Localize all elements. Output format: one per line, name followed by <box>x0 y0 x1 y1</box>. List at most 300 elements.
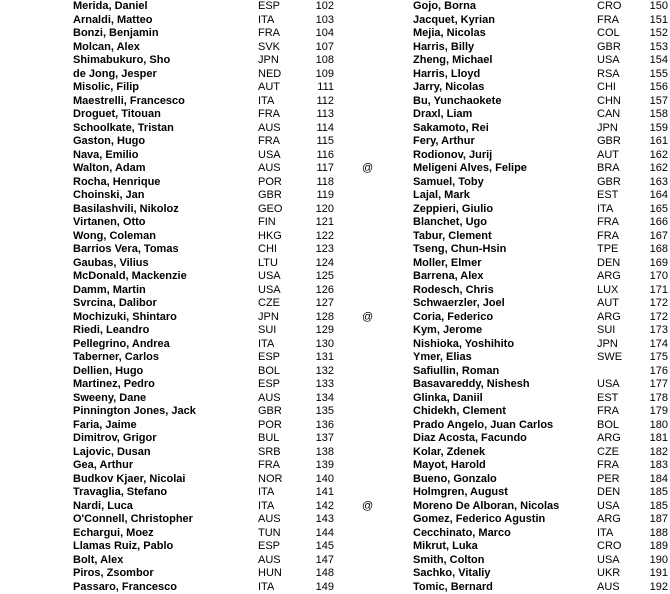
player-country: SWE <box>597 351 623 363</box>
player-country: AUS <box>258 553 281 566</box>
player-country: ESP <box>258 0 281 12</box>
player-name: Barrena, Alex <box>413 270 484 282</box>
player-country: USA <box>597 553 620 566</box>
at-sign-marker <box>0 500 73 514</box>
player-country: UKR <box>597 567 621 579</box>
player-name: Tomic, Bernard <box>413 580 493 593</box>
player-name: Glinka, Daniil <box>413 391 483 404</box>
player-rank: 125 <box>315 270 334 282</box>
player-country: ARG <box>597 270 621 282</box>
player-country: ESP <box>258 378 281 390</box>
list-row <box>0 581 335 594</box>
player-country: AUS <box>258 162 281 174</box>
list-row <box>335 284 670 298</box>
player-rank: 130 <box>315 337 334 350</box>
player-country: EST <box>597 189 619 201</box>
player-name: Gojo, Borna <box>413 0 476 12</box>
player-name: Virtanen, Otto <box>73 216 146 228</box>
at-sign-marker <box>0 108 73 122</box>
list-row <box>335 473 670 487</box>
player-country: AUS <box>258 513 281 525</box>
at-sign-marker <box>0 216 73 230</box>
at-sign-marker <box>0 27 73 41</box>
player-name: Cecchinato, Marco <box>413 526 511 539</box>
player-rank: 163 <box>649 175 668 188</box>
player-name: Basavareddy, Nishesh <box>413 378 530 390</box>
at-sign-marker <box>335 189 413 203</box>
player-name: Llamas Ruiz, Pablo <box>73 540 174 552</box>
at-sign-marker <box>335 108 413 122</box>
at-sign-marker <box>0 297 73 311</box>
player-rank: 176 <box>649 364 668 377</box>
at-sign-marker <box>335 122 413 136</box>
player-name: Maestrelli, Francesco <box>73 94 185 107</box>
at-sign-marker <box>0 324 73 338</box>
player-name: Jarry, Nicolas <box>413 81 485 93</box>
player-rank: 140 <box>315 472 334 485</box>
list-row <box>335 81 670 95</box>
at-sign-marker <box>0 0 73 14</box>
player-name: O'Connell, Christopher <box>73 513 193 525</box>
list-row <box>335 392 670 406</box>
list-row <box>0 486 335 500</box>
player-rank: 158 <box>649 108 668 120</box>
list-row <box>335 41 670 55</box>
at-sign-marker <box>0 365 73 379</box>
player-country: NOR <box>258 472 283 485</box>
player-country: BRA <box>597 162 620 174</box>
player-rank: 143 <box>315 513 334 525</box>
list-row <box>0 68 335 82</box>
list-row <box>335 581 670 594</box>
player-country: FRA <box>597 405 619 417</box>
player-rank: 174 <box>649 337 668 350</box>
player-name: Jacquet, Kyrian <box>413 13 495 26</box>
player-rank: 173 <box>649 324 668 336</box>
list-row <box>335 405 670 419</box>
at-sign-marker <box>0 243 73 257</box>
player-name: Pinnington Jones, Jack <box>73 405 196 417</box>
player-rank: 167 <box>649 229 668 242</box>
player-name: Mejia, Nicolas <box>413 27 486 39</box>
list-row <box>0 81 335 95</box>
list-row <box>335 419 670 433</box>
player-country: FRA <box>597 459 619 471</box>
player-name: Damm, Martin <box>73 283 146 296</box>
player-country: FRA <box>258 459 280 471</box>
player-name: Nishioka, Yoshihito <box>413 337 515 350</box>
player-name: Gomez, Federico Agustin <box>413 513 546 525</box>
at-sign-marker <box>0 68 73 82</box>
player-name: Barrios Vera, Tomas <box>73 243 179 255</box>
player-rank: 189 <box>649 540 668 552</box>
player-country: USA <box>597 54 620 66</box>
list-row <box>335 216 670 230</box>
player-country: AUS <box>597 580 620 593</box>
player-rank: 187 <box>649 513 668 525</box>
player-name: Martinez, Pedro <box>73 378 155 390</box>
at-sign-marker <box>335 243 413 257</box>
player-name: Rodesch, Chris <box>413 283 494 296</box>
player-rank: 180 <box>649 418 668 431</box>
player-rank: 155 <box>649 67 668 80</box>
list-row <box>335 135 670 149</box>
list-row <box>0 41 335 55</box>
player-name: Nava, Emilio <box>73 148 139 161</box>
player-country: DEN <box>597 256 621 269</box>
at-sign-marker <box>0 419 73 433</box>
player-rank: 191 <box>649 567 668 579</box>
player-rank: 192 <box>649 580 668 593</box>
at-sign-marker <box>0 257 73 271</box>
player-name: Dimitrov, Grigor <box>73 432 157 444</box>
player-rank: 123 <box>315 243 334 255</box>
list-row <box>335 203 670 217</box>
at-sign-marker <box>0 405 73 419</box>
player-country: TPE <box>597 243 619 255</box>
at-sign-marker <box>335 432 413 446</box>
list-row <box>0 473 335 487</box>
player-rank: 184 <box>649 472 668 485</box>
player-rank: 139 <box>315 459 334 471</box>
player-rank: 104 <box>315 27 334 39</box>
list-row <box>335 567 670 581</box>
player-name: de Jong, Jesper <box>73 67 157 80</box>
player-country: BUL <box>258 432 280 444</box>
list-row <box>335 122 670 136</box>
at-sign-marker <box>335 486 413 500</box>
at-sign-marker <box>0 513 73 527</box>
list-row <box>335 446 670 460</box>
player-country: POR <box>258 175 282 188</box>
player-rank: 122 <box>315 229 334 242</box>
list-row <box>335 351 670 365</box>
player-name: Budkov Kjaer, Nicolai <box>73 472 186 485</box>
player-country: ESP <box>258 351 281 363</box>
at-sign-marker <box>335 27 413 41</box>
list-row <box>335 338 670 352</box>
list-row <box>335 149 670 163</box>
player-rank: 111 <box>317 81 334 93</box>
at-sign-marker <box>0 41 73 55</box>
player-name: Lajovic, Dusan <box>73 445 151 458</box>
at-sign-marker <box>335 338 413 352</box>
player-name: Tabur, Clement <box>413 229 492 242</box>
list-row <box>0 230 335 244</box>
player-country: EST <box>597 391 619 404</box>
at-sign-marker: @ <box>362 499 374 512</box>
at-sign-marker <box>335 419 413 433</box>
at-sign-marker <box>335 257 413 271</box>
player-rank: 108 <box>315 54 334 66</box>
player-country: ARG <box>597 513 621 525</box>
player-country: AUS <box>258 121 281 134</box>
at-sign-marker <box>0 581 73 594</box>
list-row <box>0 149 335 163</box>
at-sign-marker <box>0 486 73 500</box>
at-sign-marker <box>0 203 73 217</box>
at-sign-marker <box>0 284 73 298</box>
player-name: Basilashvili, Nikoloz <box>73 202 179 215</box>
list-row <box>0 446 335 460</box>
player-name: Chidekh, Clement <box>413 405 506 417</box>
player-rank: 112 <box>316 94 334 107</box>
player-country: CZE <box>258 297 280 309</box>
list-row <box>0 189 335 203</box>
player-name: Kym, Jerome <box>413 324 483 336</box>
at-sign-marker <box>335 230 413 244</box>
player-country: ITA <box>258 580 275 593</box>
player-country: CHI <box>258 243 277 255</box>
player-country: FRA <box>258 27 280 39</box>
player-rank: 126 <box>315 283 334 296</box>
player-country: AUT <box>258 81 280 93</box>
player-name: Harris, Billy <box>413 40 475 53</box>
player-country: GBR <box>597 40 621 53</box>
list-row <box>0 459 335 473</box>
player-rank: 150 <box>649 0 668 12</box>
at-sign-marker <box>0 162 73 176</box>
player-country: ARG <box>597 310 621 323</box>
list-row <box>335 486 670 500</box>
list-row <box>0 311 335 325</box>
player-country: JPN <box>597 121 618 134</box>
at-sign-marker <box>335 203 413 217</box>
list-row <box>0 135 335 149</box>
at-sign-marker <box>0 554 73 568</box>
player-rank: 127 <box>315 297 334 309</box>
player-country: FRA <box>597 229 619 242</box>
player-country: SUI <box>258 324 277 336</box>
list-row <box>0 392 335 406</box>
at-sign-marker <box>335 95 413 109</box>
player-name: Mayot, Harold <box>413 459 486 471</box>
at-sign-marker: @ <box>362 310 374 323</box>
player-name: Passaro, Francesco <box>73 580 177 593</box>
player-rank: 115 <box>316 135 334 147</box>
at-sign-marker <box>335 284 413 298</box>
player-name: Safiullin, Roman <box>413 364 500 377</box>
player-country: FRA <box>258 108 280 120</box>
at-sign-marker <box>335 297 413 311</box>
player-rank: 114 <box>316 121 334 134</box>
at-sign-marker: @ <box>362 162 374 174</box>
player-rank: 166 <box>649 216 668 228</box>
player-name: Rodionov, Jurij <box>413 148 493 161</box>
player-name: Gaubas, Vilius <box>73 256 149 269</box>
player-rank: 170 <box>649 270 668 282</box>
player-name: Bueno, Gonzalo <box>413 472 497 485</box>
player-rank: 102 <box>315 0 334 12</box>
player-rank: 159 <box>649 121 668 134</box>
player-country: USA <box>597 499 620 512</box>
at-sign-marker <box>335 176 413 190</box>
player-name: Dellien, Hugo <box>73 364 144 377</box>
player-country: SVK <box>258 40 281 53</box>
at-sign-marker <box>335 473 413 487</box>
player-name: Diaz Acosta, Facundo <box>413 432 527 444</box>
player-country: GBR <box>258 189 282 201</box>
list-row <box>0 419 335 433</box>
player-country: LTU <box>258 256 278 269</box>
at-sign-marker <box>0 311 73 325</box>
player-name: Shimabukuro, Sho <box>73 54 171 66</box>
at-sign-marker <box>0 527 73 541</box>
player-country: POR <box>258 418 282 431</box>
player-name: Prado Angelo, Juan Carlos <box>413 418 554 431</box>
player-name: Bonzi, Benjamin <box>73 27 159 39</box>
list-row <box>335 95 670 109</box>
player-country: FRA <box>597 13 619 26</box>
player-rank: 132 <box>315 364 334 377</box>
at-sign-marker <box>335 351 413 365</box>
player-name: Merida, Daniel <box>73 0 148 12</box>
list-row <box>0 162 335 176</box>
player-country: GBR <box>258 405 282 417</box>
at-sign-marker <box>335 405 413 419</box>
player-country: CAN <box>597 108 621 120</box>
list-row <box>335 243 670 257</box>
at-sign-marker <box>335 527 413 541</box>
player-country: ITA <box>258 499 275 512</box>
list-row <box>0 365 335 379</box>
list-row <box>0 324 335 338</box>
list-row <box>0 527 335 541</box>
player-country: LUX <box>597 283 619 296</box>
player-name: Sweeny, Dane <box>73 391 147 404</box>
at-sign-marker <box>335 54 413 68</box>
player-rank: 168 <box>649 243 668 255</box>
player-rank: 137 <box>315 432 334 444</box>
player-name: Rocha, Henrique <box>73 175 161 188</box>
player-country: SUI <box>597 324 616 336</box>
player-name: Svrcina, Dalibor <box>73 297 157 309</box>
player-country: BOL <box>258 364 281 377</box>
player-rank: 190 <box>649 553 668 566</box>
player-rank: 153 <box>649 40 668 53</box>
player-rank: 144 <box>315 526 334 539</box>
player-rank: 162 <box>649 162 668 174</box>
list-row <box>0 338 335 352</box>
player-country: TUN <box>258 526 281 539</box>
list-row <box>335 554 670 568</box>
at-sign-marker <box>0 351 73 365</box>
list-row <box>335 108 670 122</box>
player-rank: 154 <box>649 54 668 66</box>
at-sign-marker <box>335 365 413 379</box>
player-name: Mochizuki, Shintaro <box>73 310 177 323</box>
player-name: Travaglia, Stefano <box>73 486 168 498</box>
list-row <box>335 230 670 244</box>
player-rank: 136 <box>315 418 334 431</box>
at-sign-marker <box>0 432 73 446</box>
player-country: BOL <box>597 418 620 431</box>
at-sign-marker <box>335 459 413 473</box>
list-row <box>335 459 670 473</box>
at-sign-marker <box>0 14 73 28</box>
at-sign-marker <box>0 95 73 109</box>
player-name: Pellegrino, Andrea <box>73 337 170 350</box>
player-rank: 169 <box>649 256 668 269</box>
player-name: McDonald, Mackenzie <box>73 270 187 282</box>
player-rank: 138 <box>315 445 334 458</box>
player-country: ITA <box>258 94 275 107</box>
player-name: Coria, Federico <box>413 310 494 323</box>
player-country: GBR <box>597 135 621 147</box>
at-sign-marker <box>0 392 73 406</box>
player-country: ITA <box>258 13 275 26</box>
list-column-right <box>335 0 670 594</box>
at-sign-marker <box>335 554 413 568</box>
at-sign-marker <box>0 338 73 352</box>
player-name: Meligeni Alves, Felipe <box>413 162 527 174</box>
player-rank: 172 <box>649 297 668 309</box>
player-country: HUN <box>258 567 282 579</box>
player-country: JPN <box>258 310 279 323</box>
list-row <box>0 14 335 28</box>
player-country: AUS <box>258 391 281 404</box>
player-name: Riedi, Leandro <box>73 324 150 336</box>
at-sign-marker <box>335 68 413 82</box>
list-row <box>0 351 335 365</box>
list-row <box>0 270 335 284</box>
list-row <box>335 270 670 284</box>
player-name: Echargui, Moez <box>73 526 154 539</box>
player-country: CRO <box>597 0 622 12</box>
player-country: FRA <box>258 135 280 147</box>
player-country: FIN <box>258 216 276 228</box>
at-sign-marker <box>335 135 413 149</box>
list-row <box>335 540 670 554</box>
player-rank: 151 <box>649 13 668 26</box>
player-rank: 117 <box>316 162 334 174</box>
list-row <box>335 500 670 514</box>
player-name: Piros, Zsombor <box>73 567 154 579</box>
player-rank: 182 <box>649 445 668 458</box>
player-country: CHN <box>597 94 621 107</box>
player-rank: 181 <box>649 432 668 444</box>
at-sign-marker <box>0 81 73 95</box>
list-row <box>335 14 670 28</box>
player-name: Bolt, Alex <box>73 553 124 566</box>
player-country: USA <box>258 283 281 296</box>
list-row <box>0 513 335 527</box>
player-rank: 185 <box>649 499 668 512</box>
player-name: Fery, Arthur <box>413 135 475 147</box>
player-rank: 179 <box>649 405 668 417</box>
list-row <box>0 122 335 136</box>
player-name: Molcan, Alex <box>73 40 140 53</box>
at-sign-marker <box>335 81 413 95</box>
player-rank: 128 <box>315 310 334 323</box>
player-rank: 157 <box>649 94 668 107</box>
player-country: GEO <box>258 202 283 215</box>
player-country: CRO <box>597 540 622 552</box>
player-rank: 172 <box>649 310 668 323</box>
player-rank: 177 <box>649 378 668 390</box>
at-sign-marker <box>335 0 413 14</box>
player-rank: 175 <box>649 351 668 363</box>
player-name: Choinski, Jan <box>73 189 145 201</box>
list-row <box>335 68 670 82</box>
list-row <box>0 95 335 109</box>
player-country: SRB <box>258 445 281 458</box>
at-sign-marker <box>0 230 73 244</box>
player-rank: 119 <box>316 189 334 201</box>
list-row <box>0 176 335 190</box>
at-sign-marker <box>335 567 413 581</box>
list-row <box>0 500 335 514</box>
